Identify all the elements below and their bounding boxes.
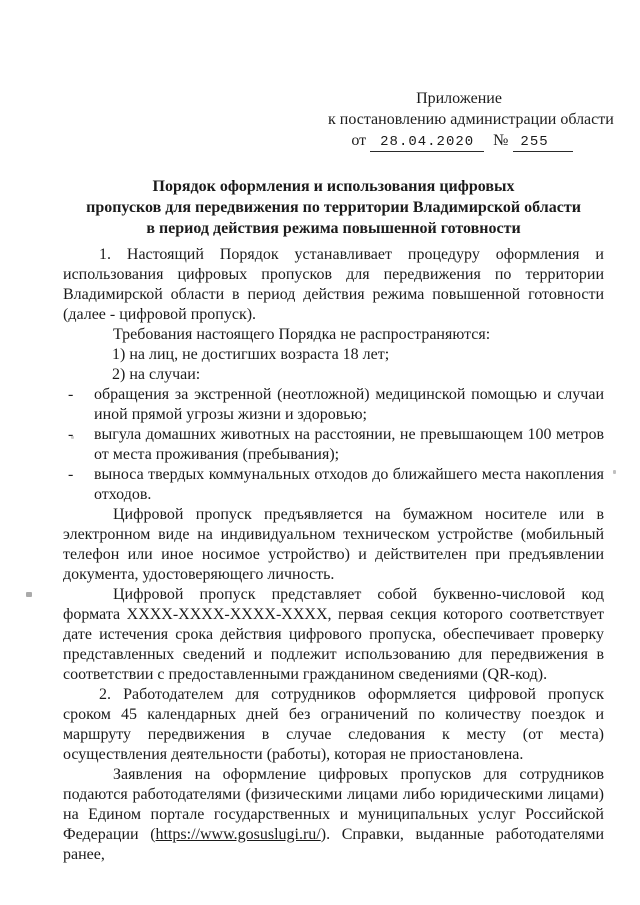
annex-header-line2: к постановлению администрации области	[328, 111, 614, 128]
numbered-item-1: 1) на лиц, не достигших возраста 18 лет;	[112, 346, 390, 363]
dash-list-item-1	[63, 385, 604, 425]
dash-item-text: обращения за экстренной (неотложной) медицинской помощью и случаи иной прямой угрозы жизни и здоровью;	[94, 386, 604, 423]
document-title	[63, 176, 604, 239]
date-prefix: от	[351, 132, 367, 149]
paragraph-pass-format: Цифровой пропуск представляет собой буквенно-числовой код формата ХХХХ-ХХХХ-ХХХХ-ХХХХ, первая секция которого соответствует дате истечения срока действия цифрового пропуска, обеспечивает проверку представленных сведений и подлежит использованию для передвижения в соответствии с предоставленными гражданином сведениями (QR-код).	[63, 586, 604, 683]
numbered-item-2: 2) на случаи:	[112, 366, 201, 383]
annex-header-line1: Приложение	[416, 90, 502, 107]
document-title-line3: в период действия режима повышенной готовности	[146, 220, 521, 237]
date-value: 28.04.2020	[370, 134, 484, 152]
paragraph-2-employer: 2. Работодателем для сотрудников оформляется цифровой пропуск сроком 45 календарных дней без ограничений по количеству поездок и маршруту передвижения в случае следования к месту (от места) осуществления деятельности (работы), которая не приостановлена.	[63, 686, 604, 763]
scan-speck	[613, 470, 616, 474]
dash-marker: -	[68, 386, 74, 403]
paragraph-text-before-link: Заявления на оформление цифровых пропусков для сотрудников подаются работодателями (физическими лицами либо юридическими лицами) на Едином портале государственных и муниципальных услуг Российской Федерации (	[63, 766, 604, 843]
paragraph-1: 1. Настоящий Порядок устанавливает процедуру оформления и использования цифровых пропусков для передвижения по территории Владимирской области в период действия режима повышенной готовности (далее - цифровой пропуск).	[63, 246, 604, 323]
gosuslugi-url: https://www.gosuslugi.ru/	[155, 826, 321, 843]
dash-item-text: выноса твердых коммунальных отходов до ближайшего места накопления отходов.	[94, 466, 604, 503]
document-body	[63, 245, 604, 865]
document-title-line1: Порядок оформления и использования цифровых	[152, 178, 515, 195]
dash-item-text: выгула домашних животных на расстоянии, не превышающем 100 метров от места проживания (пребывания);	[94, 426, 604, 463]
paragraph-pass-presentation: Цифровой пропуск предъявляется на бумажном носителе или в электронном виде на индивидуальном техническом устройстве (мобильный телефон или иное носимое устройство) и действителен при предъявлении документа, удостоверяющего личность.	[63, 506, 604, 583]
paragraph-requirements: Требования настоящего Порядка не распространяются:	[113, 326, 491, 343]
annex-date-row	[334, 130, 590, 152]
annex-header	[328, 88, 614, 152]
scan-speck	[26, 592, 32, 597]
dash-list-item-2	[63, 425, 604, 465]
dash-marker: -	[68, 466, 74, 483]
paragraph-applications	[63, 765, 604, 865]
paragraph-text-after-link: ). Справки, выданные работодателями ранее,	[63, 826, 605, 863]
dash-marker: -	[68, 426, 74, 443]
scan-speck	[71, 436, 74, 439]
number-value: 255	[513, 134, 572, 152]
document-title-line2: пропусков для передвижения по территории Владимирской области	[86, 199, 581, 216]
number-sign: №	[493, 132, 509, 149]
dash-list-item-3	[63, 465, 604, 505]
